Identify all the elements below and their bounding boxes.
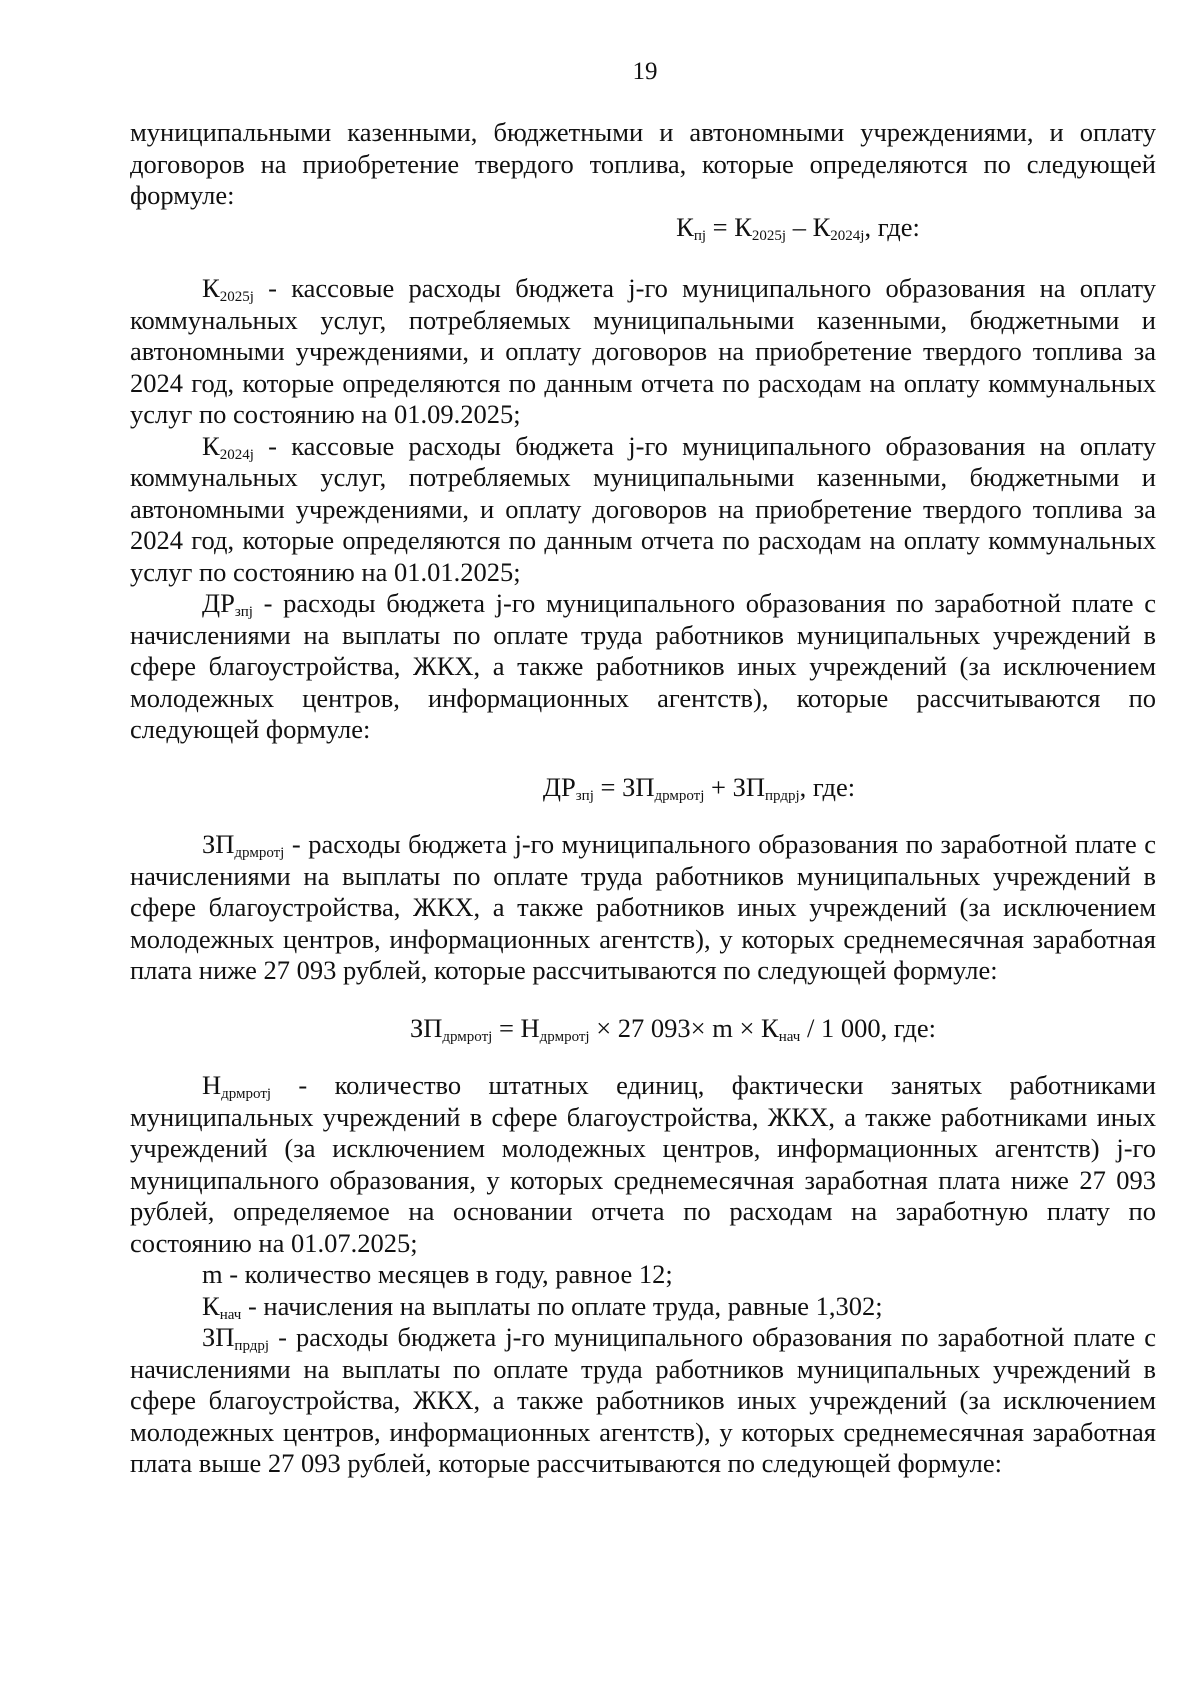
definition-symbol: ДР	[202, 588, 235, 618]
formula-subscript: дрмротj	[442, 1028, 493, 1045]
formula-subscript: нач	[778, 1028, 801, 1045]
formula-term: / 1 000, где:	[800, 1012, 937, 1043]
definition-k2025j	[130, 273, 1156, 431]
formula-subscript: 2024j	[830, 227, 865, 244]
definition-subscript: дрмротj	[221, 1086, 272, 1102]
definition-text: - количество штатных единиц, фактически занятых работниками муниципальных учреждений в сфере благоустройства, ЖКХ, а также работниками иных учреждений (за исключением молодежных центров, информационных агентств) j-го муниципального образования, у которых среднемесячная заработная плата ниже 27 093 рублей, определяемое на основании отчета по расходам на заработную плату по состоянию на 01.07.2025;	[130, 1070, 1156, 1258]
definition-symbol: ЗП	[202, 1322, 235, 1352]
document-body	[130, 117, 1156, 1480]
formula-term: = Н	[492, 1012, 540, 1043]
formula-term: ЗП	[409, 1012, 443, 1043]
formula-term: × 27 093× m × К	[589, 1012, 779, 1043]
definition-subscript: 2024j	[219, 446, 254, 463]
definition-symbol: Н	[202, 1070, 222, 1100]
definition-symbol: К	[202, 273, 220, 303]
page-number: 19	[632, 58, 658, 85]
definition-k2024j	[130, 431, 1156, 589]
formula-subscript: зпj	[575, 787, 594, 804]
formula-dr-zpj	[130, 772, 1156, 804]
formula-term: – К	[786, 211, 831, 242]
definition-symbol: К	[202, 430, 220, 461]
definition-text: - расходы бюджета j-го муниципального образования по заработной плате с начислениями на выплаты по оплате труда работников муниципальных учреждений в сфере благоустройства, ЖКХ, а также работников иных учреждений (за исключением молодежных центров, информационных агентств), которые рассчитываются по следующей формуле:	[130, 588, 1156, 744]
formula-term: = ЗП	[593, 771, 655, 802]
spacer	[130, 243, 1156, 273]
intro-paragraph: муниципальными казенными, бюджетными и автономными учреждениями, и оплату договоров на приобретение твердого топлива, которые определяются по следующей формуле:	[130, 117, 1156, 210]
formula-subscript: 2025j	[751, 227, 787, 244]
formula-term: ДР	[542, 771, 576, 802]
definition-subscript: зпj	[234, 604, 253, 620]
spacer	[130, 1044, 1156, 1070]
formula-subscript: дрмротj	[539, 1028, 590, 1045]
formula-subscript: прдрj	[765, 787, 800, 804]
definition-text: - расходы бюджета j-го муниципального образования по заработной плате с начислениями на выплаты по оплате труда работников муниципальных учреждений в сфере благоустройства, ЖКХ, а также работников иных учреждений (за исключением молодежных центров, информационных агентств), у которых среднемесячная заработная плата ниже 27 093 рублей, которые рассчитываются по следующей формуле:	[130, 829, 1156, 985]
definition-text: - кассовые расходы бюджета j-го муниципального образования на оплату коммунальных услуг, потребляемых муниципальными казенными, бюджетными и автономными учреждениями, и оплату договоров на приобретение твердого топлива за 2024 год, которые определяются по данным отчета по расходам на оплату коммунальных услуг по состоянию на 01.01.2025;	[130, 430, 1156, 587]
definition-text: - начисления на выплаты по оплате труда, равные 1,302;	[241, 1290, 883, 1321]
formula-term: = К	[706, 211, 752, 242]
definition-m: m - количество месяцев в году, равное 12;	[202, 1259, 673, 1289]
formula-k-pj	[130, 212, 1156, 244]
definition-symbol: ЗП	[202, 829, 235, 859]
formula-subscript: пj	[693, 227, 707, 244]
formula-subscript: дрмротj	[654, 787, 705, 804]
definition-zp-drmrotj	[130, 829, 1156, 987]
formula-term: К	[676, 211, 694, 242]
definition-symbol: К	[202, 1290, 220, 1321]
definition-n-drmrotj	[130, 1070, 1156, 1259]
definition-text: - расходы бюджета j-го муниципального образования по заработной плате с начислениями на выплаты по оплате труда работников муниципальных учреждений в сфере благоустройства, ЖКХ, а также работников иных учреждений (за исключением молодежных центров, информационных агентств), у которых среднемесячная заработная плата выше 27 093 рублей, которые рассчитываются по следующей формуле:	[130, 1322, 1156, 1478]
formula-term: + ЗП	[704, 771, 766, 802]
definition-zp-prdrj	[130, 1322, 1156, 1480]
definition-subscript: дрмротj	[234, 845, 285, 861]
definition-dr-zpj	[130, 588, 1156, 746]
definition-text: - кассовые расходы бюджета j-го муниципального образования на оплату коммунальных услуг, потребляемых муниципальными казенными, бюджетными и автономными учреждениями, и оплату договоров на приобретение твердого топлива за 2024 год, которые определяются по данным отчета по расходам на оплату коммунальных услуг по состоянию на 01.09.2025;	[130, 273, 1156, 429]
formula-term: , где:	[864, 211, 920, 242]
spacer	[130, 803, 1156, 829]
definition-subscript: 2025j	[219, 289, 254, 305]
spacer	[130, 987, 1156, 1013]
definition-subscript: прдрj	[234, 1338, 270, 1354]
formula-term: , где:	[799, 771, 856, 802]
definition-subscript: нач	[219, 1306, 242, 1323]
definition-k-nach	[130, 1291, 1156, 1323]
formula-zp-drmrotj	[130, 1013, 1156, 1045]
spacer	[130, 746, 1156, 772]
